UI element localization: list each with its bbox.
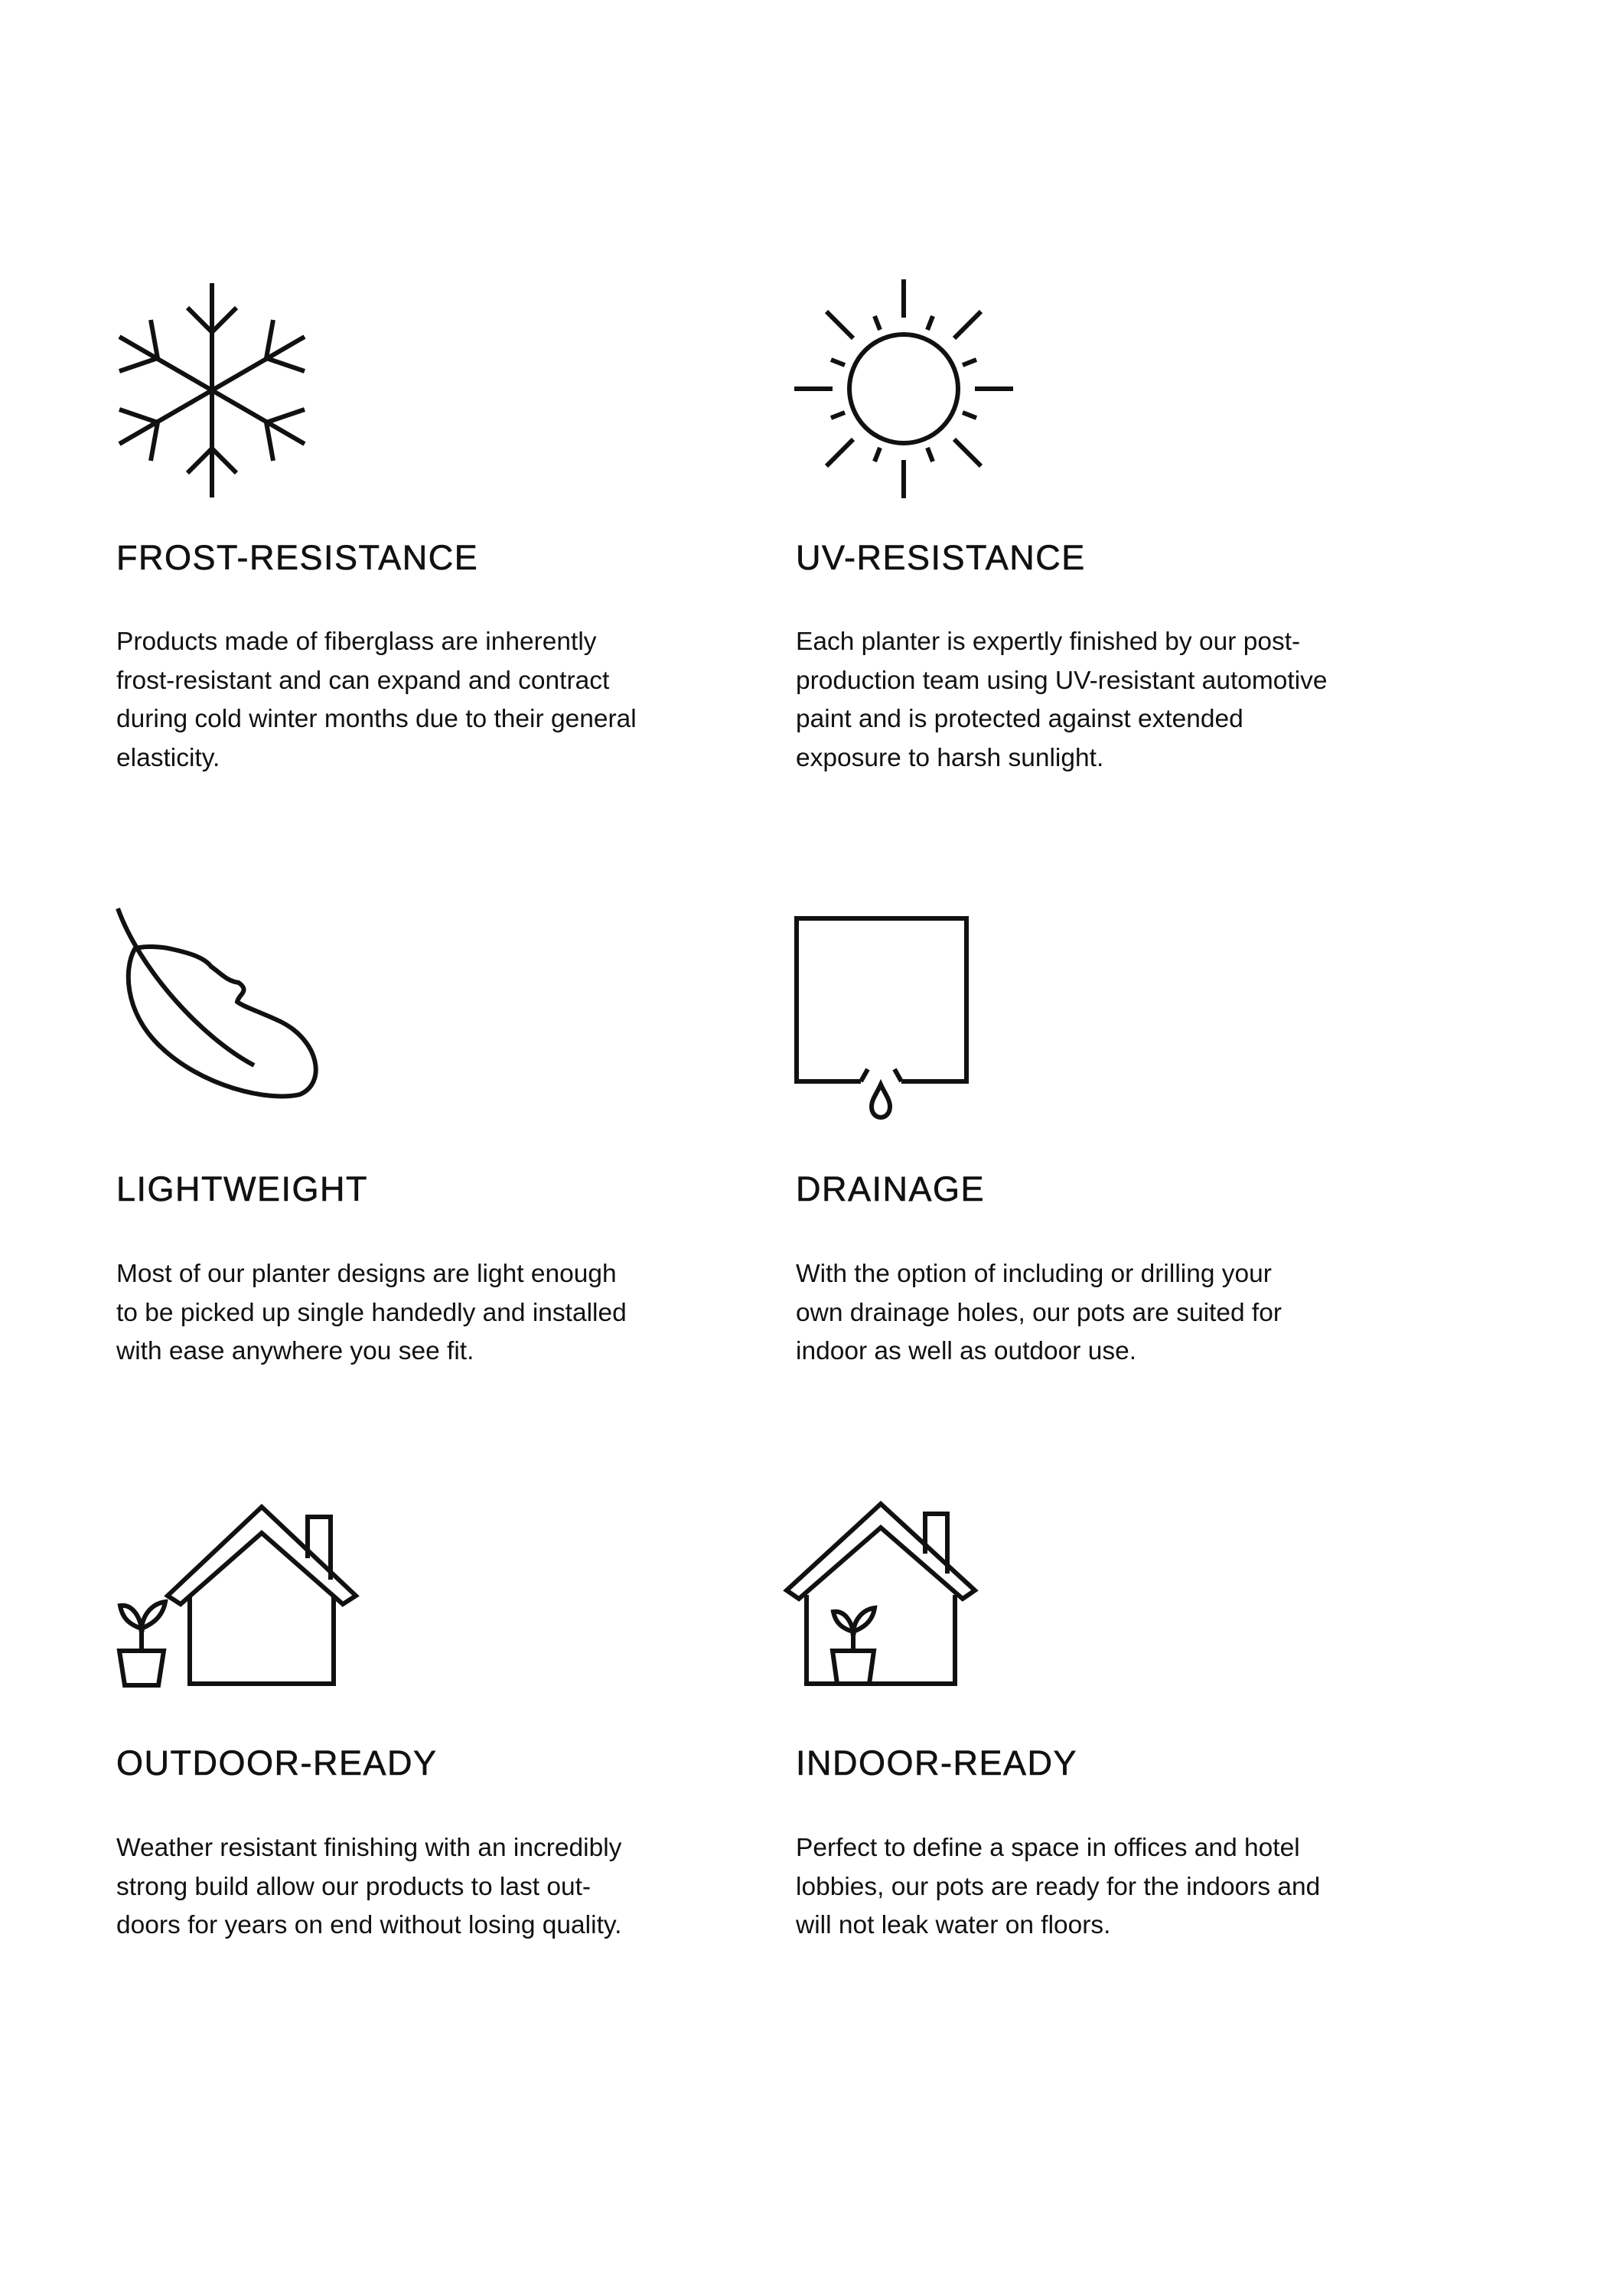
snowflake-icon [116,272,315,501]
feature-title: LIGHTWEIGHT [116,1169,368,1208]
feature-icon [116,907,331,1121]
feature-title: OUTDOOR-READY [116,1743,438,1782]
feature-description: Products made of fiberglass are inherently frost-resistant and can expand and contract during cold winter months due to their general elasticity. [116,628,637,772]
feature-title: FROST-RESISTANCE [116,538,479,577]
sun-icon [796,272,1025,501]
feature-description: Perfect to define a space in offices and hotel lobbies, our pots are ready for the indoors and will not leak water on floors. [796,1834,1321,1939]
feature-title: UV-RESISTANCE [796,538,1086,577]
feature-title: INDOOR-READY [796,1743,1078,1782]
house-plant-inside-icon [785,1504,1015,1703]
house-plant-outside-icon [116,1504,369,1703]
feature-description: Most of our planter designs are light enough to be picked up single handedly and installed with ease anywhere you see fit. [116,1260,627,1365]
feature-description: With the option of including or drilling your own drainage holes, our pots are suited for indoor as well as outdoor use. [796,1260,1282,1365]
feature-description: Each planter is expertly finished by our post- production team using UV-resistant automotive paint and is protected against extended exposure to harsh sunlight. [796,628,1328,772]
drainage-icon [796,907,995,1121]
feature-title: DRAINAGE [796,1169,986,1208]
feature-description: Weather resistant finishing with an incredibly strong build allow our products to last out- doors for years on end without losing quality. [116,1834,622,1939]
